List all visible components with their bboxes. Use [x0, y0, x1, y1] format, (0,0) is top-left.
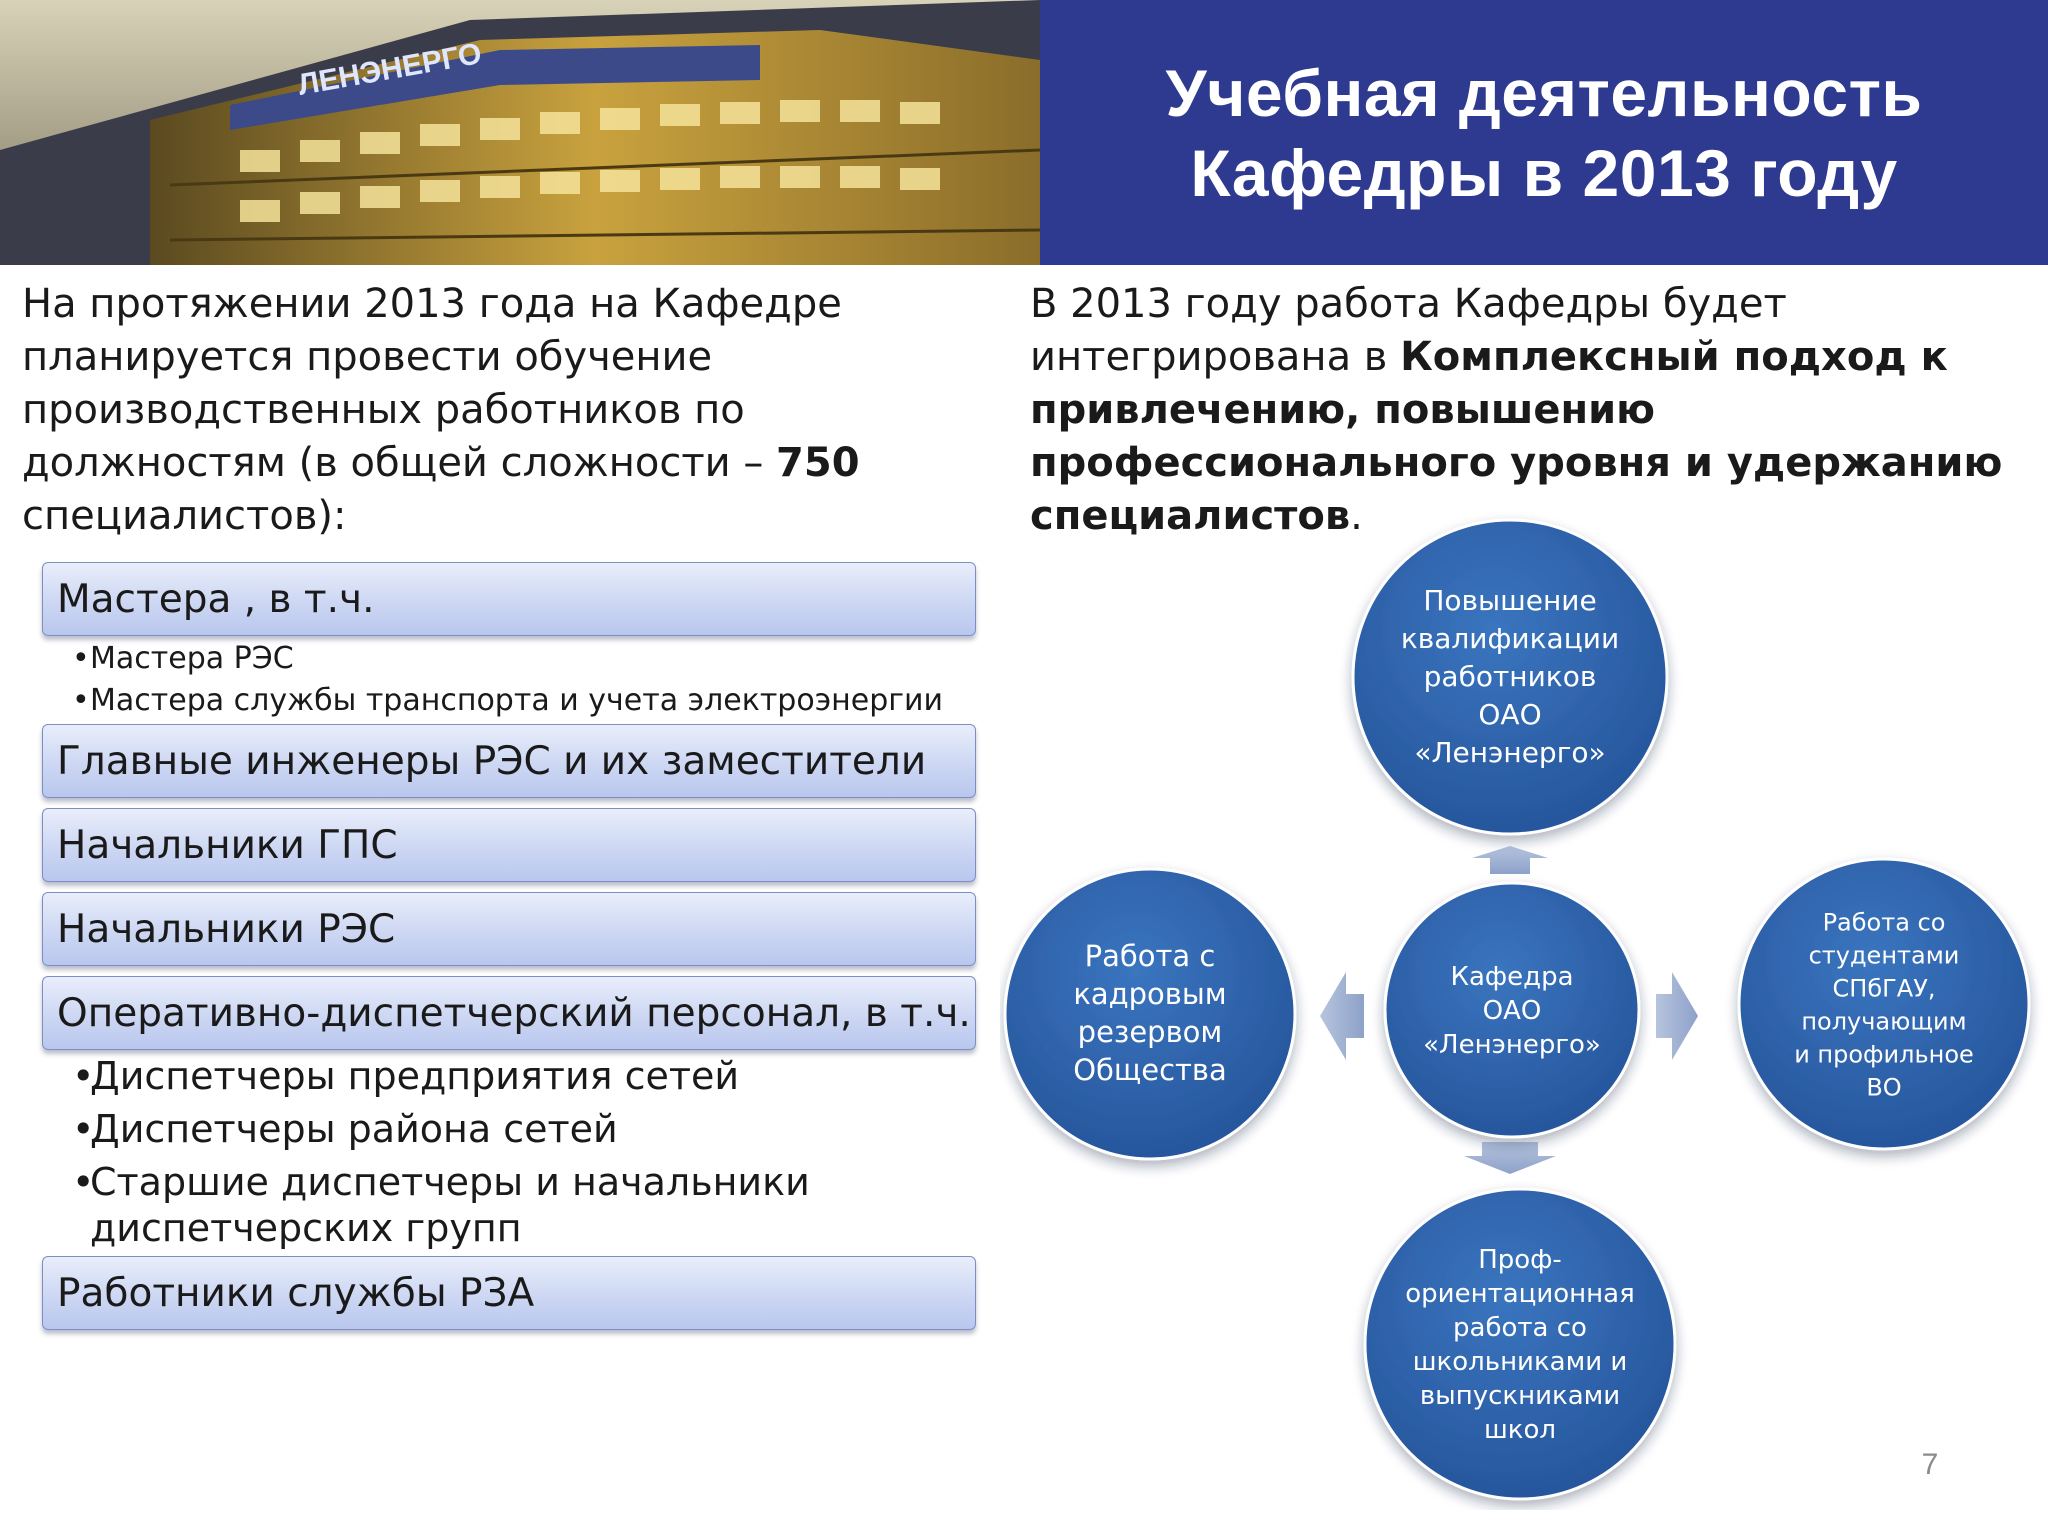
list-bar-label: Работники службы РЗА: [57, 1270, 535, 1316]
diagram-node-right-line: СПбГАУ,: [1832, 974, 1936, 1003]
diagram-node-top-line: работников: [1423, 660, 1597, 693]
diagram-node-bottom-line: школьниками и: [1412, 1347, 1628, 1377]
list-bar-label: Главные инженеры РЭС и их заместители: [57, 738, 927, 784]
diagram-node-left-line: кадровым: [1073, 977, 1227, 1011]
diagram-node-bottom-line: Проф-: [1478, 1245, 1562, 1275]
arrow-down-icon: [1464, 1142, 1556, 1174]
list-sub-item: [72, 1159, 810, 1251]
header-photo: [0, 0, 1040, 265]
diagram-node-top-line: Повышение: [1423, 584, 1597, 617]
intro-left-text: [22, 278, 1002, 543]
list-sub-item-label: диспетчерских групп: [90, 1206, 522, 1250]
list-sub-item-label: Мастера службы транспорта и учета электроэнергии: [90, 683, 944, 718]
bullet-icon: •: [72, 1054, 95, 1098]
list-bar-chief-engineers: [42, 724, 976, 798]
intro-left-count: 750: [776, 440, 860, 486]
intro-left-tail: специалистов):: [22, 493, 347, 539]
intro-right-tail: .: [1350, 493, 1363, 539]
diagram-node-right-line: ВО: [1866, 1073, 1902, 1102]
page-number: 7: [1921, 1448, 1939, 1481]
diagram-node-center-line: Кафедра: [1450, 962, 1574, 992]
header-photo-sign: ЛЕНЭНЕРГО: [295, 37, 485, 102]
list-sub-item: [72, 638, 294, 680]
list-bar-label: Оперативно-диспетчерский персонал, в т.ч.: [57, 990, 971, 1036]
list-sub-item: [72, 1053, 739, 1099]
list-sub-item: [72, 680, 943, 722]
diagram-node-bottom: [1365, 1189, 1675, 1499]
diagram-node-right: [1739, 859, 2029, 1149]
cycle-diagram: [1000, 510, 2048, 1510]
intro-left-main: На протяжении 2013 года на Кафедре планируется провести обучение производственных работников по должностям (в общей сложности –: [22, 281, 842, 486]
diagram-node-bottom-line: работа со: [1453, 1313, 1587, 1343]
list-sub-item-label: Диспетчеры предприятия сетей: [90, 1054, 740, 1098]
diagram-node-right-line: и профильное: [1794, 1040, 1974, 1069]
list-bar-gps-heads: [42, 808, 976, 882]
diagram-node-center-line: ОАО: [1482, 996, 1542, 1026]
diagram-node-bottom-line: школ: [1483, 1415, 1557, 1445]
bullet-icon: •: [72, 683, 90, 718]
list-sub-item: [72, 1106, 618, 1152]
page-title-line-1: Учебная деятельность: [1165, 55, 1923, 130]
diagram-node-left: [1005, 869, 1295, 1159]
list-sub-item-label: Мастера РЭС: [90, 641, 294, 676]
bullet-icon: •: [72, 641, 90, 676]
arrow-right-icon: [1656, 972, 1698, 1060]
bullet-icon: •: [72, 1107, 95, 1151]
list-bar-label: Начальники ГПС: [57, 822, 398, 868]
diagram-node-left-line: резервом: [1077, 1015, 1223, 1049]
bullet-icon: •: [72, 1160, 95, 1204]
intro-right-main: В 2013 году работа Кафедры будет интегрирована в: [1030, 281, 1787, 380]
diagram-node-left-line: Работа с: [1084, 939, 1216, 973]
page-title-line-2: Кафедры в 2013 году: [1190, 135, 1898, 210]
list-sub-item-label: Диспетчеры района сетей: [90, 1107, 618, 1151]
diagram-node-top-line: квалификации: [1400, 622, 1620, 655]
list-bar-label: Мастера , в т.ч.: [57, 576, 375, 622]
diagram-node-left-line: Общества: [1073, 1053, 1227, 1087]
diagram-node-bottom-line: выпускниками: [1419, 1381, 1621, 1411]
diagram-node-bottom-line: ориентационная: [1405, 1279, 1635, 1309]
diagram-node-top-line: ОАО: [1478, 698, 1542, 731]
list-bar-masters: [42, 562, 976, 636]
list-sub-item-label: Старшие диспетчеры и начальники: [90, 1160, 810, 1204]
diagram-node-center-line: «Ленэнерго»: [1423, 1030, 1601, 1060]
diagram-node-right-line: получающим: [1801, 1007, 1967, 1036]
arrow-up-icon: [1472, 846, 1548, 874]
list-bar-dispatch-staff: [42, 976, 976, 1050]
page-title: [1040, 0, 2048, 265]
diagram-node-top: [1353, 520, 1667, 834]
list-bar-label: Начальники РЭС: [57, 906, 396, 952]
diagram-node-top-line: «Ленэнерго»: [1414, 736, 1606, 769]
intro-right-bold: Комплексный подход к привлечению, повышению профессионального уровня и удержанию специалистов: [1030, 334, 2003, 539]
arrow-left-icon: [1320, 972, 1364, 1060]
diagram-node-center: [1385, 883, 1639, 1137]
list-bar-rza-staff: [42, 1256, 976, 1330]
list-bar-res-heads: [42, 892, 976, 966]
intro-right-text: [1030, 278, 2030, 543]
diagram-node-right-line: студентами: [1808, 941, 1960, 970]
diagram-node-right-line: Работа со: [1822, 908, 1946, 937]
